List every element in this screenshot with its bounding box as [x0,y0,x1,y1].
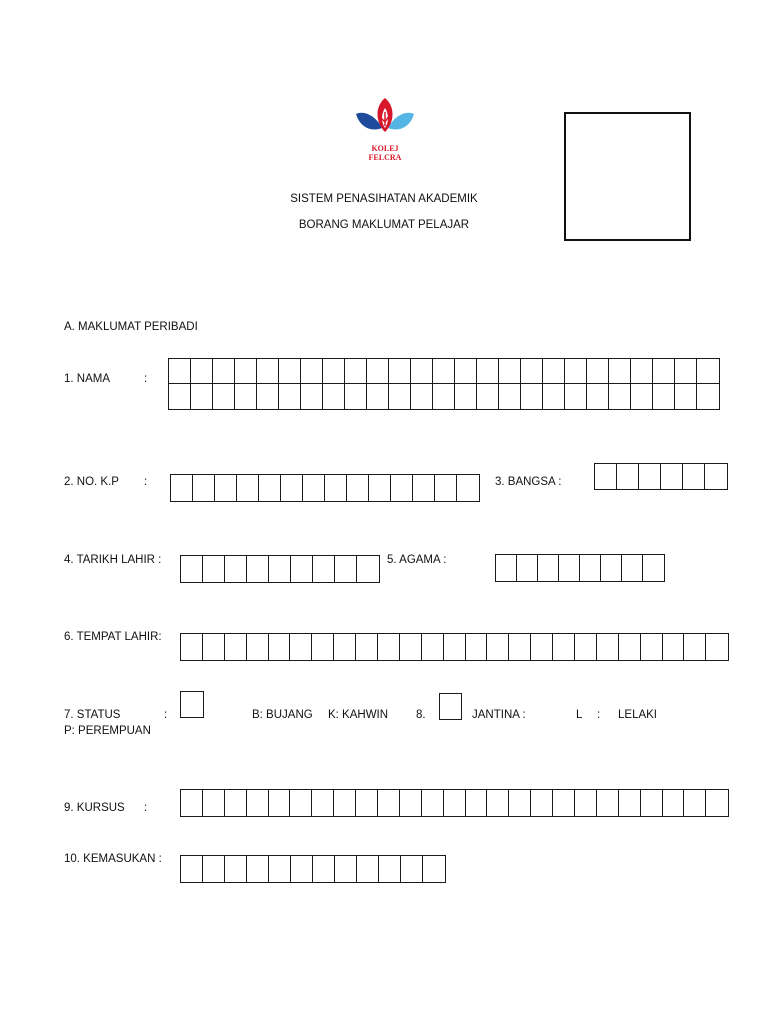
character-box[interactable] [542,383,566,410]
character-box[interactable] [333,633,356,661]
character-box[interactable] [432,383,456,410]
character-box[interactable] [202,789,225,817]
character-box[interactable] [495,554,518,582]
character-box[interactable] [412,474,436,502]
character-box[interactable] [586,383,610,410]
character-box[interactable] [311,633,334,661]
character-box[interactable] [289,633,312,661]
character-box[interactable] [180,855,204,883]
character-box[interactable] [465,633,488,661]
character-box[interactable] [443,633,466,661]
bangsa-label: 3. BANGSA : [495,476,562,488]
character-box[interactable] [355,789,378,817]
character-box[interactable] [498,383,522,410]
character-box[interactable] [300,383,324,410]
character-box[interactable] [202,555,226,583]
character-box[interactable] [432,358,456,385]
character-box[interactable] [652,383,676,410]
character-box[interactable] [530,789,553,817]
character-box[interactable] [268,789,291,817]
character-box[interactable] [608,358,632,385]
character-box[interactable] [256,358,280,385]
character-box[interactable] [586,358,610,385]
character-box[interactable] [608,383,632,410]
character-box[interactable] [616,463,640,490]
character-box[interactable] [322,383,346,410]
nama-colon: : [144,373,148,385]
character-box[interactable] [574,789,597,817]
character-box[interactable] [704,463,728,490]
character-box[interactable] [322,358,346,385]
character-box[interactable] [682,463,706,490]
section-heading: A. MAKLUMAT PERIBADI [64,321,198,333]
character-box[interactable] [234,358,258,385]
character-box[interactable] [246,855,270,883]
status-option-bujang: B: BUJANG [252,709,313,721]
character-box[interactable] [333,789,356,817]
character-box[interactable] [234,383,258,410]
character-box[interactable] [268,855,292,883]
character-box[interactable] [168,358,192,385]
character-box[interactable] [434,474,458,502]
character-box[interactable] [476,358,500,385]
character-box[interactable] [246,633,269,661]
character-box[interactable] [422,855,446,883]
nama-boxes-row2[interactable] [168,383,718,410]
kolej-felcra-logo-icon [350,92,420,144]
character-box[interactable] [388,383,412,410]
character-box[interactable] [388,358,412,385]
kemasukan-label: 10. KEMASUKAN : [64,853,162,865]
agama-label: 5. AGAMA : [387,554,447,566]
character-box[interactable] [324,474,348,502]
character-box[interactable] [564,383,588,410]
character-box[interactable] [378,855,402,883]
character-box[interactable] [289,789,312,817]
character-box[interactable] [190,383,214,410]
character-box[interactable] [300,358,324,385]
character-box[interactable] [696,358,720,385]
character-box[interactable] [278,383,302,410]
character-box[interactable] [377,789,400,817]
character-box[interactable] [399,789,422,817]
character-box[interactable] [290,555,314,583]
character-box[interactable] [443,789,466,817]
character-box[interactable] [421,633,444,661]
character-box[interactable] [311,789,334,817]
character-box[interactable] [302,474,326,502]
character-box[interactable] [520,383,544,410]
status-option-kahwin: K: KAHWIN [328,709,389,721]
character-box[interactable] [683,789,706,817]
character-box[interactable] [268,555,292,583]
character-box[interactable] [312,555,336,583]
character-box[interactable] [224,555,248,583]
character-box[interactable] [674,383,698,410]
status-box[interactable] [180,691,204,718]
character-box[interactable] [180,555,204,583]
character-box[interactable] [542,358,566,385]
character-box[interactable] [334,555,358,583]
character-box[interactable] [312,855,336,883]
character-box[interactable] [640,633,663,661]
character-box[interactable] [486,789,509,817]
character-box[interactable] [400,855,424,883]
character-box[interactable] [705,633,728,661]
photo-box[interactable] [564,112,691,241]
nama-boxes-row1[interactable] [168,358,718,385]
character-box[interactable] [192,474,216,502]
character-box[interactable] [642,554,665,582]
character-box[interactable] [630,358,654,385]
character-box[interactable] [574,633,597,661]
character-box[interactable] [268,633,291,661]
character-box[interactable] [662,633,685,661]
character-box[interactable] [652,358,676,385]
character-box[interactable] [224,855,248,883]
character-box[interactable] [290,855,314,883]
character-box[interactable] [355,633,378,661]
character-box[interactable] [366,383,390,410]
tarikh-lahir-boxes[interactable] [180,555,378,583]
character-box[interactable] [454,358,478,385]
no-kp-label: 2. NO. K.P [64,476,119,488]
character-box[interactable] [558,554,581,582]
character-box[interactable] [579,554,602,582]
character-box[interactable] [596,789,619,817]
character-box[interactable] [356,555,380,583]
character-box[interactable] [465,789,488,817]
character-box[interactable] [705,789,728,817]
character-box[interactable] [640,789,663,817]
character-box[interactable] [600,554,623,582]
character-box[interactable] [212,358,236,385]
character-box[interactable] [421,789,444,817]
character-box[interactable] [683,633,706,661]
character-box[interactable] [696,383,720,410]
character-box[interactable] [366,358,390,385]
character-box[interactable] [258,474,282,502]
character-box[interactable] [594,463,618,490]
character-box[interactable] [508,789,531,817]
logo-text-line1: KOLEJ [371,144,399,153]
character-box[interactable] [344,358,368,385]
character-box[interactable] [390,474,414,502]
character-box[interactable] [356,855,380,883]
character-box[interactable] [170,474,194,502]
status-label: 7. STATUS [64,709,121,721]
jantina-box[interactable] [439,693,462,720]
jantina-label: JANTINA : [472,709,526,721]
character-box[interactable] [224,789,247,817]
character-box[interactable] [516,554,539,582]
character-box[interactable] [224,633,247,661]
kursus-label: 9. KURSUS [64,802,125,814]
nama-label: 1. NAMA [64,373,111,385]
character-box[interactable] [621,554,644,582]
character-box[interactable] [530,633,553,661]
character-box[interactable] [552,633,575,661]
character-box[interactable] [630,383,654,410]
form-title-line2: BORANG MAKLUMAT PELAJAR [298,219,470,231]
character-box[interactable] [280,474,304,502]
character-box[interactable] [537,554,560,582]
character-box[interactable] [202,855,226,883]
status-colon: : [164,709,168,721]
jantina-number: 8. [416,709,426,721]
character-box[interactable] [246,555,270,583]
character-box[interactable] [508,633,531,661]
kursus-colon: : [144,802,148,814]
character-box[interactable] [236,474,260,502]
character-box[interactable] [368,474,392,502]
character-box[interactable] [674,358,698,385]
character-box[interactable] [662,789,685,817]
agama-boxes[interactable] [495,554,663,582]
kursus-boxes[interactable] [180,789,727,817]
character-box[interactable] [638,463,662,490]
character-box[interactable] [596,633,619,661]
character-box[interactable] [214,474,238,502]
character-box[interactable] [377,633,400,661]
character-box[interactable] [180,633,203,661]
bangsa-boxes[interactable] [594,463,726,490]
character-box[interactable] [399,633,422,661]
character-box[interactable] [344,383,368,410]
tempat-lahir-boxes[interactable] [180,633,727,661]
character-box[interactable] [454,383,478,410]
character-box[interactable] [456,474,480,502]
jantina-option-l-code: L [576,709,583,721]
character-box[interactable] [520,358,544,385]
no-kp-boxes[interactable] [170,474,478,502]
college-logo [350,92,420,170]
character-box[interactable] [334,855,358,883]
character-box[interactable] [476,383,500,410]
character-box[interactable] [256,383,280,410]
character-box[interactable] [660,463,684,490]
tempat-lahir-label: 6. TEMPAT LAHIR: [64,631,162,643]
character-box[interactable] [564,358,588,385]
no-kp-colon: : [144,476,148,488]
character-box[interactable] [410,383,434,410]
character-box[interactable] [212,383,236,410]
character-box[interactable] [618,633,641,661]
character-box[interactable] [410,358,434,385]
character-box[interactable] [168,383,192,410]
jantina-option-l-colon: : [597,709,601,721]
character-box[interactable] [552,789,575,817]
character-box[interactable] [180,789,203,817]
character-box[interactable] [346,474,370,502]
kemasukan-boxes[interactable] [180,855,444,883]
character-box[interactable] [618,789,641,817]
jantina-option-lelaki: LELAKI [618,709,657,721]
character-box[interactable] [190,358,214,385]
jantina-option-perempuan: P: PEREMPUAN [64,725,151,737]
character-box[interactable] [246,789,269,817]
character-box[interactable] [486,633,509,661]
logo-text-line2: FELCRA [368,153,402,162]
character-box[interactable] [202,633,225,661]
character-box[interactable] [278,358,302,385]
character-box[interactable] [498,358,522,385]
tarikh-lahir-label: 4. TARIKH LAHIR : [64,554,162,566]
form-title-line1: SISTEM PENASIHATAN AKADEMIK [290,193,478,205]
